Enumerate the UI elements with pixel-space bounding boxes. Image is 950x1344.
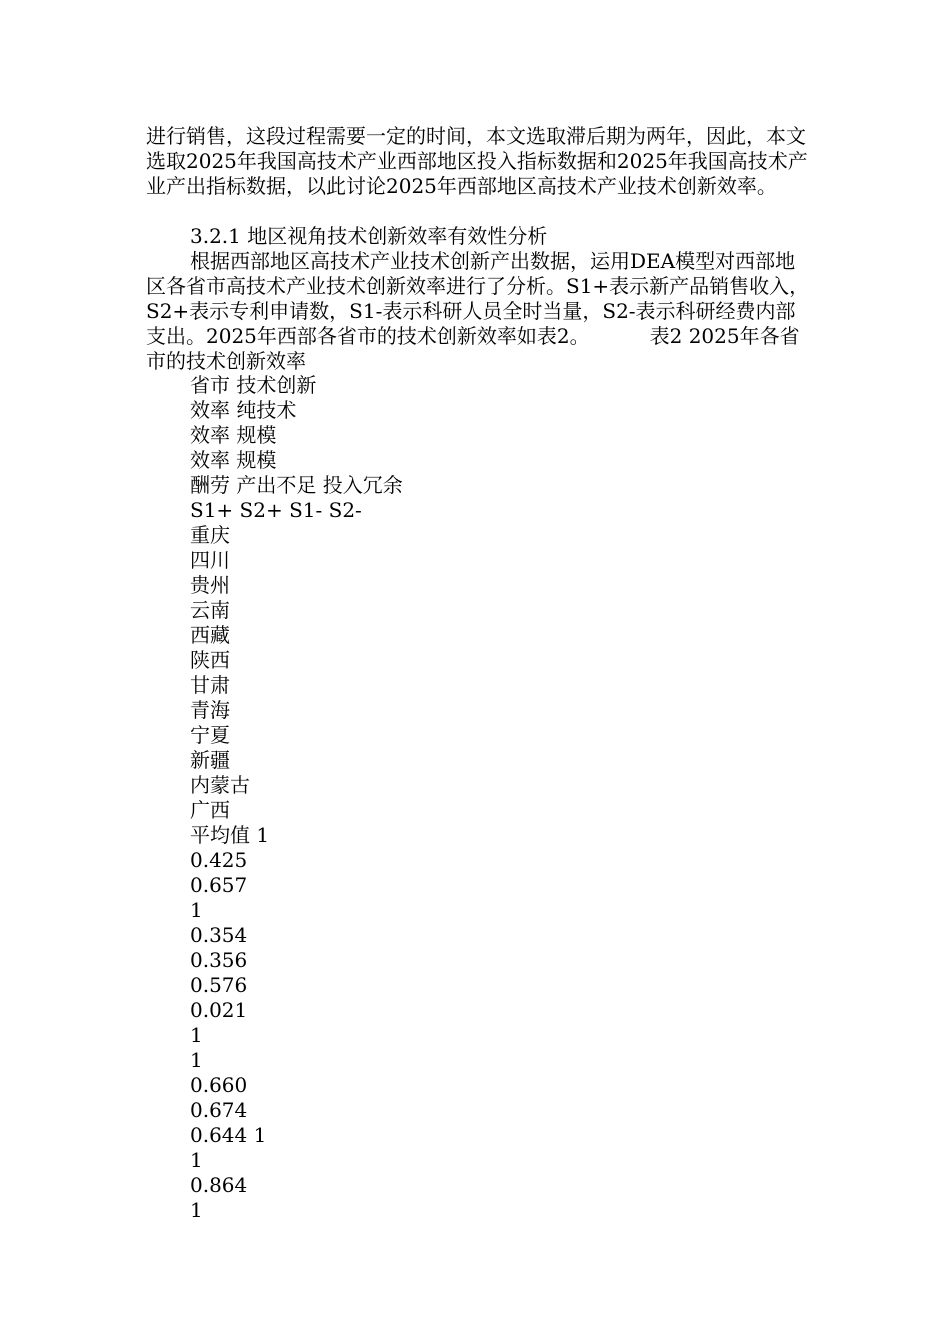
table-text-line: S1+ S2+ S1- S2- (190, 498, 362, 522)
table-text-line: 贵州 (190, 573, 230, 597)
table-text-line: 效率 规模 (190, 448, 277, 472)
table-text-line: 内蒙古 (190, 773, 250, 797)
analysis-paragraph-text: 根据西部地区高技术产业技术创新产出数据，运用DEA模型对西部地区各省市高技术产业技术创新效率进行了分析。S1+表示新产品销售收入，S2+表示专利申请数，S1-表示科研人员全时当量，S2-表示科研经费内部支出。2025年西部各省市的技术创新效率如表2。 (146, 249, 810, 348)
table-text-line: 酬劳 产出不足 投入冗余 (190, 473, 403, 497)
table-text-line: 1 (190, 898, 203, 922)
table-text-line: 平均值 1 (190, 823, 270, 847)
table-text-line: 重庆 (190, 523, 230, 547)
table-caption: 表2 2025年各省市的技术创新效率 (146, 324, 800, 373)
table-text-line: 新疆 (190, 748, 230, 772)
table-text-line: 甘肃 (190, 673, 230, 697)
table-text-line: 0.021 (190, 998, 248, 1022)
table-text-line: 效率 规模 (190, 423, 277, 447)
intro-paragraph: 进行销售，这段过程需要一定的时间，本文选取滞后期为两年，因此，本文选取2025年我国高技术产业西部地区投入指标数据和2025年我国高技术产业产出指标数据，以此讨论2025年西部地区高技术产业技术创新效率。 (146, 124, 808, 198)
table-text-line: 0.660 (190, 1073, 248, 1097)
table-text-line: 青海 (190, 698, 230, 722)
table-text-line: 四川 (190, 548, 230, 572)
table-text-lines (190, 373, 403, 1223)
table-text-line: 1 (190, 1198, 203, 1222)
table-text-line: 0.674 (190, 1098, 248, 1122)
table-text-line: 1 (190, 1048, 203, 1072)
table-text-line: 1 (190, 1023, 203, 1047)
table-text-line: 0.356 (190, 948, 248, 972)
table-text-line: 广西 (190, 798, 230, 822)
table-text-line: 省市 技术创新 (190, 373, 317, 397)
table-text-line: 西藏 (190, 623, 230, 647)
table-text-line: 0.354 (190, 923, 248, 947)
section-heading: 3.2.1 地区视角技术创新效率有效性分析 (190, 224, 548, 248)
table-text-line: 云南 (190, 598, 230, 622)
table-text-line: 0.425 (190, 848, 248, 872)
table-text-line: 1 (190, 1148, 203, 1172)
table-text-line: 0.657 (190, 873, 248, 897)
table-text-line: 宁夏 (190, 723, 230, 747)
table-text-line: 0.644 1 (190, 1123, 267, 1147)
table-text-line: 0.864 (190, 1173, 248, 1197)
table-text-line: 0.576 (190, 973, 248, 997)
analysis-paragraph (146, 249, 811, 374)
table-text-line: 陕西 (190, 648, 230, 672)
table-text-line: 效率 纯技术 (190, 398, 297, 422)
